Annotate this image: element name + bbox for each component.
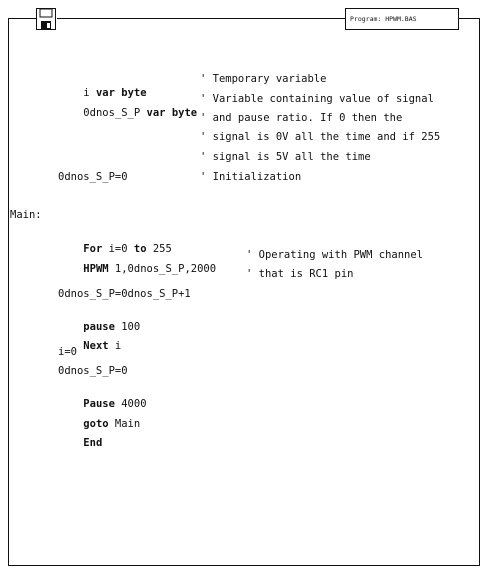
code-comment: ' signal is 0V all the time and if 255	[200, 131, 441, 143]
code-var: 0dnos_S_P	[83, 107, 147, 119]
code-text: 1,0dnos_S_P,2000	[108, 263, 217, 275]
code-comment: ' signal is 5V all the time	[200, 151, 371, 163]
floppy-disk-icon[interactable]	[36, 8, 56, 30]
code-line-reset-i: i=0	[58, 346, 77, 358]
code-comment: ' Initialization	[200, 171, 302, 183]
code-line-pause-4000	[58, 383, 147, 410]
frame-top-left	[8, 18, 36, 19]
frame-left	[8, 18, 9, 566]
code-text: 100	[114, 321, 141, 333]
code-line-increment: 0dnos_S_P=0dnos_S_P+1	[58, 288, 191, 300]
frame-right	[479, 18, 480, 566]
frame-bottom	[8, 565, 480, 566]
code-comment: ' Temporary variable	[200, 73, 327, 85]
frame-top-right	[459, 18, 479, 19]
code-line-goto	[58, 403, 141, 430]
code-keyword: goto	[83, 418, 109, 430]
code-keyword: byte	[171, 107, 198, 119]
program-title: Program: HPWM.BAS	[345, 8, 459, 30]
code-text: 4000	[114, 398, 147, 410]
code-keyword: byte	[121, 87, 147, 99]
code-keyword: to	[133, 243, 147, 255]
code-line-decl-odnos	[58, 92, 198, 119]
code-line-pause-100	[58, 306, 141, 333]
code-line-init: 0dnos_S_P=0	[58, 171, 128, 183]
code-keyword: var	[146, 107, 166, 119]
code-keyword: var	[95, 87, 115, 99]
code-keyword: Pause	[83, 398, 115, 410]
code-keyword: pause	[83, 321, 115, 333]
code-line-decl-i	[58, 72, 147, 99]
code-keyword: For	[83, 243, 103, 255]
code-text: i=0	[102, 243, 134, 255]
code-comment: ' Variable containing value of signal	[200, 93, 434, 105]
code-keyword: End	[83, 437, 103, 449]
code-label-main: Main:	[10, 209, 42, 221]
code-line-for	[58, 228, 172, 255]
code-line-hpwm	[58, 248, 217, 275]
frame-top-mid	[57, 18, 345, 19]
code-line-reset-odnos: 0dnos_S_P=0	[58, 365, 128, 377]
code-var: i	[83, 87, 96, 99]
code-text: 255	[146, 243, 172, 255]
code-text: Main	[108, 418, 141, 430]
code-comment: ' Operating with PWM channel	[246, 249, 424, 261]
code-comment: ' that is RC1 pin	[246, 268, 354, 280]
code-comment: ' and pause ratio. If 0 then the	[200, 112, 403, 124]
code-text: i	[108, 340, 122, 352]
code-keyword: Next	[83, 340, 109, 352]
code-keyword: HPWM	[83, 263, 109, 275]
